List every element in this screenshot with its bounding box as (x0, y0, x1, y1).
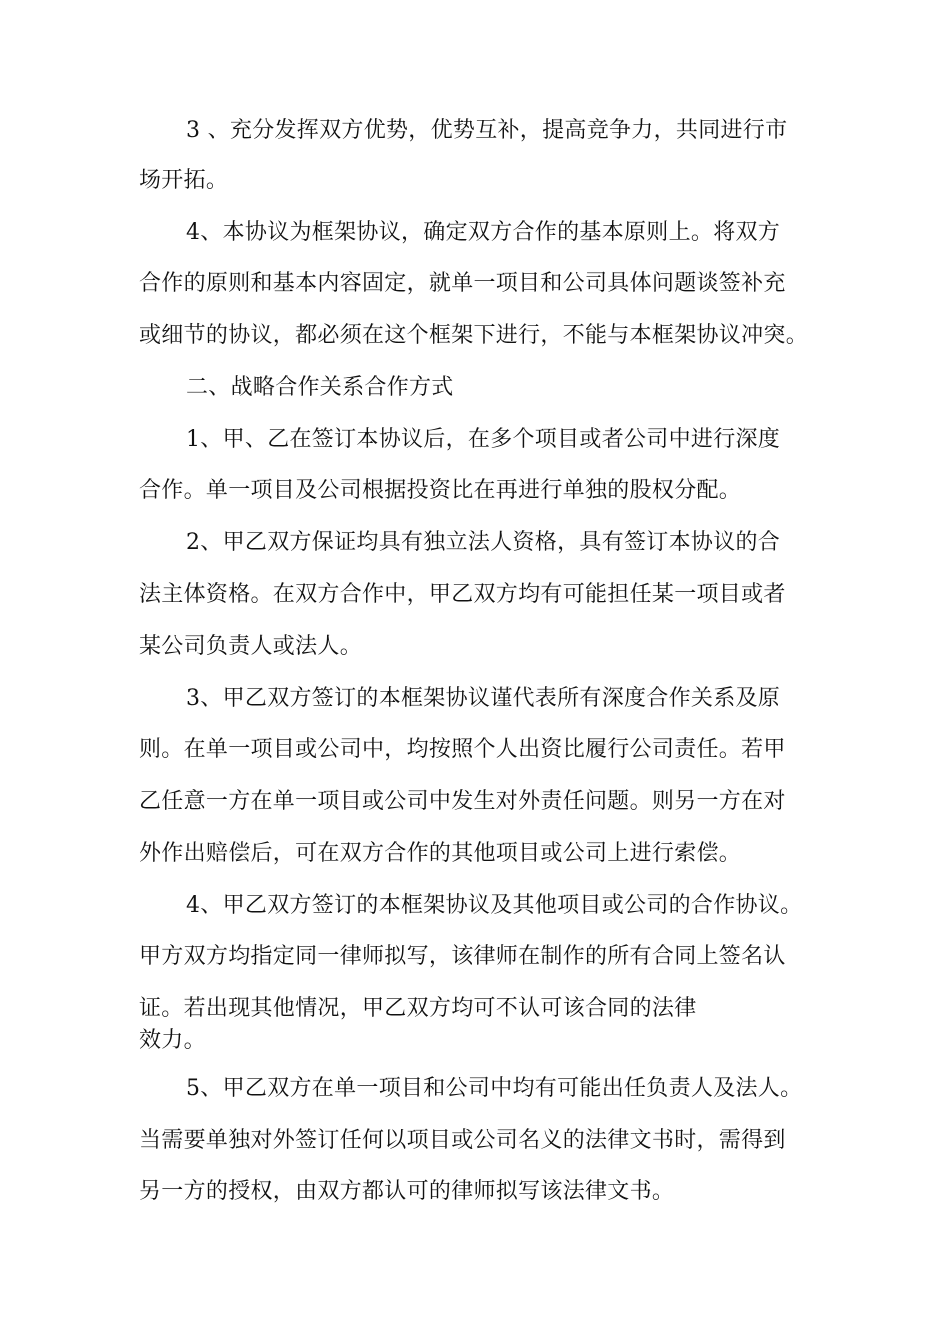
text-line: 某公司负责人或法人。 (139, 634, 363, 659)
text-line: 外作出赔偿后，可在双方合作的其他项目或公司上进行索偿。 (139, 841, 742, 866)
text-line: 5、甲乙双方在单一项目和公司中均有可能出任负责人及法人。 (186, 1076, 803, 1101)
text-line: 另一方的授权，由双方都认可的律师拟写该法律文书。 (139, 1179, 675, 1204)
text-line: 4、本协议为框架协议，确定双方合作的基本原则上。将双方 (186, 220, 781, 245)
text-line: 3、甲乙双方签订的本框架协议谨代表所有深度合作关系及原 (186, 686, 781, 711)
section-heading: 二、战略合作关系合作方式 (186, 375, 454, 400)
text-line: 法主体资格。在双方合作中，甲乙双方均有可能担任某一项目或者 (139, 582, 786, 607)
text-line: 场开拓。 (139, 168, 229, 193)
text-line: 3 、充分发挥双方优势，优势互补，提高竞争力，共同进行市 (186, 118, 788, 143)
text-line: 乙任意一方在单一项目或公司中发生对外责任问题。则另一方在对 (139, 789, 786, 814)
text-line: 合作。单一项目及公司根据投资比在再进行单独的股权分配。 (139, 478, 742, 503)
text-line: 4、甲乙双方签订的本框架协议及其他项目或公司的合作协议。 (186, 893, 803, 918)
text-line: 效力。 (139, 1028, 206, 1053)
text-line: 证。若出现其他情况，甲乙双方均可不认可该合同的法律 (139, 996, 697, 1021)
text-line: 2、甲乙双方保证均具有独立法人资格，具有签订本协议的合 (186, 530, 781, 555)
text-line: 则。在单一项目或公司中，均按照个人出资比履行公司责任。若甲 (139, 737, 786, 762)
text-line: 合作的原则和基本内容固定，就单一项目和公司具体问题谈签补充 (139, 271, 786, 296)
text-line: 当需要单独对外签订任何以项目或公司名义的法律文书时，需得到 (139, 1128, 786, 1153)
text-line: 或细节的协议，都必须在这个框架下进行，不能与本框架协议冲突。 (139, 323, 809, 348)
text-line: 甲方双方均指定同一律师拟写，该律师在制作的所有合同上签名认 (139, 944, 786, 969)
text-line: 1、甲、乙在签订本协议后，在多个项目或者公司中进行深度 (186, 427, 781, 452)
